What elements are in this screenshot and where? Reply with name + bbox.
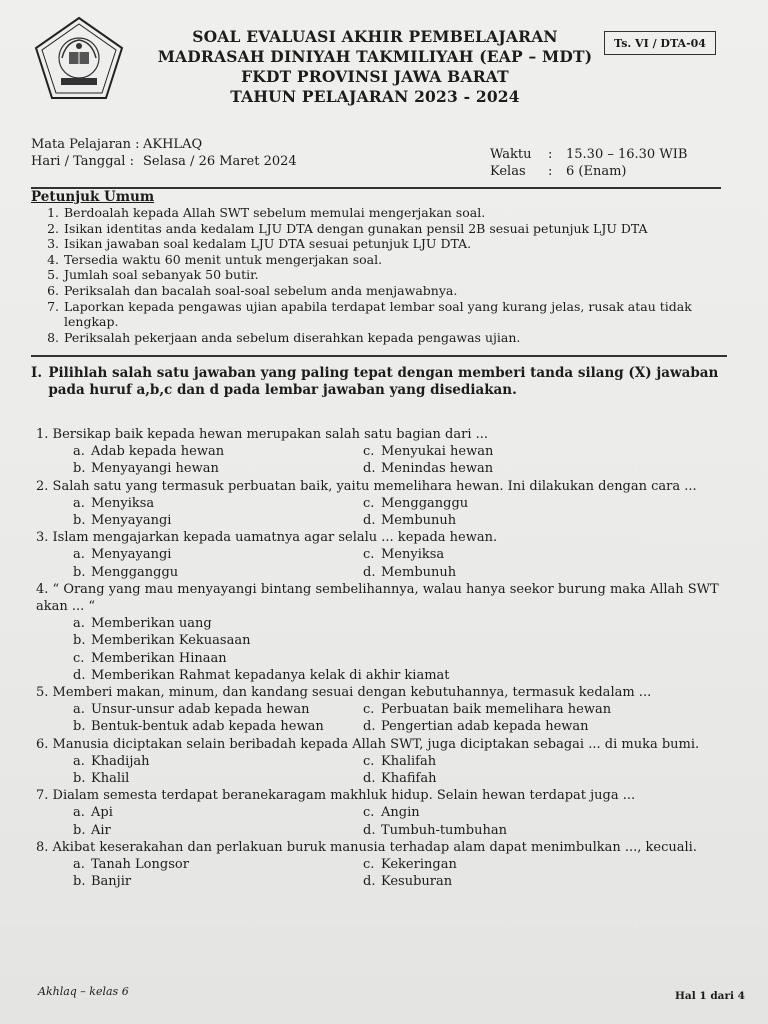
date-row — [31, 153, 297, 170]
instruction-text: Jumlah soal sebanyak 50 butir. — [64, 267, 259, 283]
option-text: Menyiksa — [381, 547, 445, 563]
answer-options — [36, 443, 736, 477]
instruction-number: 4. — [47, 251, 59, 267]
question-item — [36, 684, 736, 736]
option-letter: d. — [363, 719, 376, 735]
option-letter: a. — [73, 495, 85, 511]
answer-option-d — [363, 770, 663, 787]
answer-options — [36, 615, 736, 684]
instruction-item — [31, 299, 731, 330]
question-item — [36, 581, 736, 684]
answer-option-a — [73, 615, 663, 632]
question-item — [36, 426, 736, 478]
answer-option-c — [363, 856, 663, 873]
option-text: Mengganggu — [381, 495, 469, 511]
instruction-item — [31, 205, 731, 221]
answer-option-b — [73, 873, 363, 890]
answer-option-d — [363, 564, 663, 581]
exam-code-box: Ts. VI / DTA-04 — [604, 31, 716, 55]
option-letter: d. — [363, 771, 376, 787]
class-colon: : — [548, 164, 553, 179]
instruction-number: 8. — [47, 329, 59, 345]
option-letter: b. — [73, 461, 86, 477]
instruction-number: 2. — [47, 220, 59, 236]
option-text: Air — [91, 822, 111, 838]
answer-option-d — [363, 512, 663, 529]
answer-option-b — [73, 718, 363, 735]
answer-option-b — [73, 822, 363, 839]
option-text: Adab kepada hewan — [91, 444, 225, 460]
option-letter: a. — [73, 753, 85, 769]
time-colon: : — [548, 147, 553, 162]
instruction-item — [31, 283, 731, 299]
option-text: Memberikan Kekuasaan — [91, 633, 251, 649]
answer-options — [36, 856, 736, 890]
question-text: 6. Manusia diciptakan selain beribadah kepada Allah SWT, juga diciptakan sebagai ... di muka bumi. — [36, 736, 700, 752]
option-letter: d. — [363, 461, 376, 477]
instructions-list — [31, 205, 731, 345]
option-letter: d. — [363, 874, 376, 890]
date-label: Hari / Tanggal : — [31, 154, 134, 169]
answer-option-b — [73, 512, 363, 529]
option-letter: c. — [363, 857, 375, 873]
answer-options — [36, 701, 736, 735]
answer-options — [36, 495, 736, 529]
option-letter: b. — [73, 564, 86, 580]
instructions-title: Petunjuk Umum — [31, 189, 155, 205]
option-letter: a. — [73, 857, 85, 873]
option-text: Tumbuh-tumbuhan — [381, 822, 507, 838]
answer-option-a — [73, 701, 363, 718]
option-letter: c. — [363, 495, 375, 511]
option-text: Bentuk-bentuk adab kepada hewan — [91, 719, 324, 735]
answer-option-a — [73, 546, 363, 563]
answer-option-d — [73, 667, 663, 684]
answer-option-b — [73, 460, 363, 477]
instruction-item — [31, 267, 731, 283]
section-text: Pilihlah salah satu jawaban yang paling tepat dengan memberi tanda silang (X) jawaban pada huruf a,b,c dan d pada lembar jawaban yang disediakan. — [48, 365, 719, 398]
header-title-2: MADRASAH DINIYAH TAKMILIYAH (EAP – MDT) — [157, 47, 593, 66]
question-item — [36, 736, 736, 788]
class-row — [490, 163, 687, 180]
class-value: 6 (Enam) — [566, 164, 627, 179]
subject-value: AKHLAQ — [143, 137, 203, 152]
time-row — [490, 146, 687, 163]
option-text: Kesuburan — [381, 874, 453, 890]
answer-option-d — [363, 460, 663, 477]
answer-options — [36, 546, 736, 580]
option-letter: d. — [363, 564, 376, 580]
answer-option-c — [363, 753, 663, 770]
option-letter: d. — [363, 822, 376, 838]
exam-header — [150, 27, 600, 107]
option-letter: b. — [73, 719, 86, 735]
time-label: Waktu — [490, 147, 532, 162]
answer-option-c — [73, 650, 663, 667]
fkdt-logo-icon — [34, 16, 124, 100]
question-text: 2. Salah satu yang termasuk perbuatan baik, yaitu memelihara hewan. Ini dilakukan dengan cara ... — [36, 478, 697, 494]
instruction-text: Berdoalah kepada Allah SWT sebelum memulai mengerjakan soal. — [64, 205, 486, 220]
class-label: Kelas — [490, 164, 526, 179]
option-text: Perbuatan baik memelihara hewan — [381, 702, 612, 718]
option-text: Unsur-unsur adab kepada hewan — [91, 702, 310, 718]
subject-row — [31, 136, 297, 153]
option-text: Pengertian adab kepada hewan — [381, 719, 589, 735]
question-text: 5. Memberi makan, minum, dan kandang sesuai dengan kebutuhannya, termasuk kedalam ... — [36, 685, 652, 701]
option-text: Membunuh — [381, 513, 457, 529]
question-item — [36, 529, 736, 581]
option-text: Mengganggu — [91, 564, 179, 580]
instruction-number: 5. — [47, 267, 59, 283]
option-letter: b. — [73, 771, 86, 787]
instruction-text: Isikan jawaban soal kedalam LJU DTA sesuai petunjuk LJU DTA. — [64, 236, 472, 252]
divider-bottom — [31, 355, 727, 357]
option-text: Menyiksa — [91, 495, 155, 511]
answer-option-d — [363, 873, 663, 890]
answer-option-a — [73, 856, 363, 873]
option-letter: b. — [73, 633, 86, 649]
answer-option-d — [363, 822, 663, 839]
answer-option-a — [73, 804, 363, 821]
option-text: Api — [91, 805, 113, 821]
option-text: Memberikan uang — [91, 616, 212, 632]
instruction-text: Laporkan kepada pengawas ujian apabila terdapat lembar soal yang kurang jelas, rusak atau tidak lengkap. — [64, 298, 692, 330]
option-text: Khalifah — [381, 753, 437, 769]
option-text: Tanah Longsor — [91, 857, 189, 873]
option-letter: d. — [363, 513, 376, 529]
answer-option-c — [363, 546, 663, 563]
question-item — [36, 839, 736, 891]
section-instruction — [31, 365, 731, 399]
header-title-4: TAHUN PELAJARAN 2023 - 2024 — [230, 87, 520, 106]
option-text: Membunuh — [381, 564, 457, 580]
option-text: Menyayangi hewan — [91, 461, 219, 477]
option-letter: a. — [73, 805, 85, 821]
option-letter: a. — [73, 702, 85, 718]
footer-subject: Akhlaq – kelas 6 — [38, 985, 129, 998]
answer-option-b — [73, 770, 363, 787]
instruction-number: 7. — [47, 298, 59, 314]
question-text: 1. Bersikap baik kepada hewan merupakan salah satu bagian dari ... — [36, 427, 489, 442]
option-letter: c. — [363, 702, 375, 718]
time-value: 15.30 – 16.30 WIB — [566, 147, 688, 162]
instruction-item — [31, 330, 731, 346]
answer-option-b — [73, 632, 663, 649]
option-letter: c. — [363, 805, 375, 821]
answer-option-a — [73, 495, 363, 512]
option-text: Angin — [381, 805, 420, 821]
meta-left — [31, 136, 297, 170]
option-text: Menyayangi — [91, 547, 172, 563]
instruction-number: 3. — [47, 236, 59, 252]
instruction-text: Periksalah pekerjaan anda sebelum diserahkan kepada pengawas ujian. — [64, 329, 521, 345]
answer-option-c — [363, 701, 663, 718]
question-text: 7. Dialam semesta terdapat beranekaragam makhluk hidup. Selain hewan terdapat juga ... — [36, 788, 636, 804]
header-title-1: SOAL EVALUASI AKHIR PEMBELAJARAN — [192, 27, 558, 46]
option-letter: b. — [73, 822, 86, 838]
answer-option-c — [363, 443, 663, 460]
option-text: Khalil — [91, 771, 130, 787]
question-item — [36, 787, 736, 839]
answer-option-a — [73, 753, 363, 770]
option-text: Memberikan Hinaan — [91, 650, 227, 666]
answer-option-b — [73, 564, 363, 581]
answer-option-a — [73, 443, 363, 460]
answer-option-d — [363, 718, 663, 735]
question-text: 8. Akibat keserakahan dan perlakuan buruk manusia terhadap alam dapat menimbulkan ..., kecuali. — [36, 839, 697, 855]
instruction-item — [31, 221, 731, 237]
answer-options — [36, 804, 736, 838]
question-list — [36, 426, 736, 890]
header-title-3: FKDT PROVINSI JAWA BARAT — [241, 67, 509, 86]
option-text: Khafifah — [381, 771, 437, 787]
question-text: 4. “ Orang yang mau menyayangi bintang sembelihannya, walau hanya seekor burung maka Allah SWT akan ... “ — [36, 581, 719, 615]
option-text: Menyukai hewan — [381, 444, 494, 460]
option-text: Menindas hewan — [381, 461, 494, 477]
question-item — [36, 478, 736, 530]
instruction-number: 6. — [47, 282, 59, 298]
instruction-item — [31, 236, 731, 252]
option-letter: a. — [73, 547, 85, 563]
option-letter: c. — [73, 650, 85, 666]
general-instructions — [31, 189, 731, 345]
option-letter: b. — [73, 874, 86, 890]
question-text: 3. Islam mengajarkan kepada uamatnya agar selalu ... kepada hewan. — [36, 530, 498, 546]
option-letter: a. — [73, 616, 85, 632]
option-text: Banjir — [91, 874, 132, 890]
meta-right — [490, 146, 687, 180]
instruction-text: Periksalah dan bacalah soal-soal sebelum anda menjawabnya. — [64, 282, 458, 298]
option-letter: b. — [73, 513, 86, 529]
instruction-item — [31, 252, 731, 268]
option-letter: a. — [73, 444, 85, 460]
option-text: Menyayangi — [91, 513, 172, 529]
section-roman: I. — [31, 365, 43, 381]
answer-option-c — [363, 804, 663, 821]
footer-page: Hal 1 dari 4 — [675, 990, 745, 1002]
instruction-number: 1. — [47, 205, 59, 220]
answer-option-c — [363, 495, 663, 512]
date-value: Selasa / 26 Maret 2024 — [143, 154, 297, 169]
option-text: Kekeringan — [381, 857, 457, 873]
option-letter: c. — [363, 753, 375, 769]
subject-label: Mata Pelajaran : — [31, 137, 140, 152]
option-text: Khadijah — [91, 753, 150, 769]
option-letter: d. — [73, 667, 86, 683]
instruction-text: Isikan identitas anda kedalam LJU DTA dengan gunakan pensil 2B sesuai petunjuk LJU DTA — [64, 220, 648, 236]
instruction-text: Tersedia waktu 60 menit untuk mengerjakan soal. — [64, 251, 383, 267]
option-letter: c. — [363, 547, 375, 563]
answer-options — [36, 753, 736, 787]
option-text: Memberikan Rahmat kepadanya kelak di akhir kiamat — [91, 667, 450, 683]
option-letter: c. — [363, 444, 375, 460]
